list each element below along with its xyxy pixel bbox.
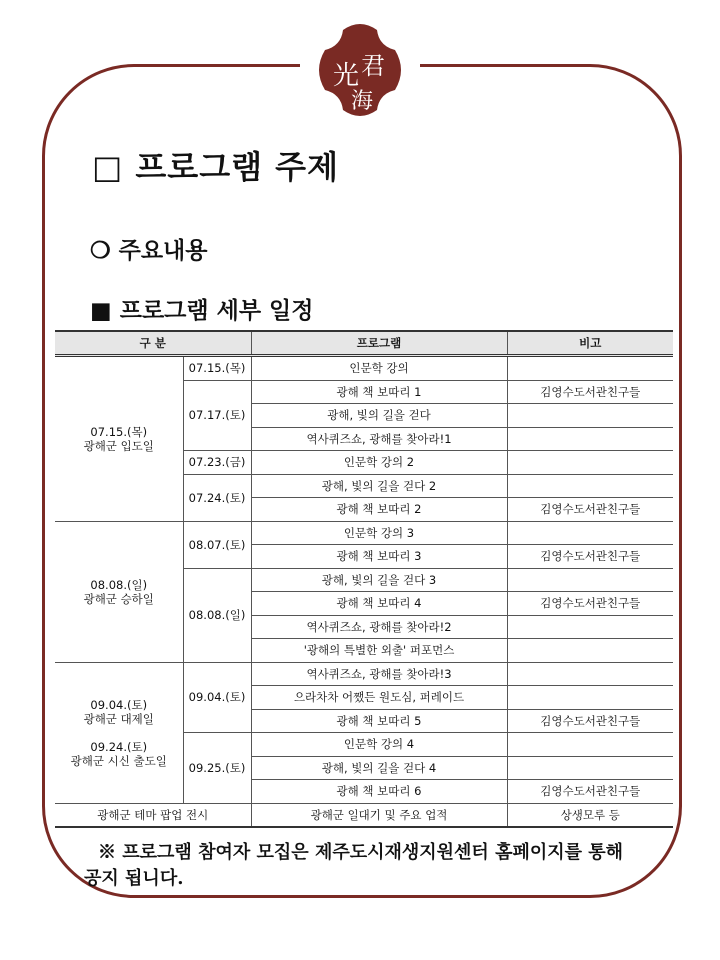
program-cell: 인문학 강의 2 — [251, 451, 507, 475]
note-cell — [507, 451, 673, 475]
section-main-content: ❍ 주요내용 — [90, 237, 208, 264]
logo-emblem — [311, 22, 409, 118]
date-cell: 07.23.(금) — [183, 451, 251, 475]
program-cell: 광해, 빛의 길을 걷다 2 — [251, 474, 507, 498]
note-cell: 김영수도서관친구들 — [507, 380, 673, 404]
footer-program: 광해군 일대기 및 주요 업적 — [251, 803, 507, 827]
program-cell: 광해, 빛의 길을 걷다 — [251, 404, 507, 428]
group-cell — [55, 356, 183, 522]
note-cell: 김영수도서관친구들 — [507, 592, 673, 616]
program-cell: 역사퀴즈쇼, 광해를 찾아라!2 — [251, 615, 507, 639]
table-header-row — [55, 331, 673, 356]
note-cell — [507, 733, 673, 757]
note-cell — [507, 686, 673, 710]
header-note: 비고 — [507, 331, 673, 356]
program-cell: 역사퀴즈쇼, 광해를 찾아라!3 — [251, 662, 507, 686]
date-cell: 07.15.(목) — [183, 356, 251, 381]
program-cell: 광해 책 보따리 5 — [251, 709, 507, 733]
date-cell: 09.25.(토) — [183, 733, 251, 804]
date-cell: 08.07.(토) — [183, 521, 251, 568]
note-cell — [507, 639, 673, 663]
date-cell: 09.04.(토) — [183, 662, 251, 733]
logo-char-1: 光 — [333, 61, 360, 91]
note-cell — [507, 427, 673, 451]
note-cell — [507, 356, 673, 381]
program-cell: 광해 책 보따리 1 — [251, 380, 507, 404]
program-cell: 광해 책 보따리 4 — [251, 592, 507, 616]
group-event: 광해군 대제일 — [83, 711, 154, 726]
group-date: 09.04.(토) — [90, 697, 148, 712]
note-cell: 김영수도서관친구들 — [507, 709, 673, 733]
group-event: 광해군 입도일 — [83, 438, 154, 453]
note-cell — [507, 662, 673, 686]
table-footer-row — [55, 803, 673, 827]
program-cell: 광해 책 보따리 3 — [251, 545, 507, 569]
page-title: □ 프로그램 주제 — [92, 148, 339, 186]
program-cell: 광해 책 보따리 6 — [251, 780, 507, 804]
logo-char-3: 君 — [361, 52, 385, 80]
note-cell — [507, 521, 673, 545]
note-cell — [507, 568, 673, 592]
group-cell — [55, 521, 183, 662]
note-cell — [507, 474, 673, 498]
note-cell: 김영수도서관친구들 — [507, 780, 673, 804]
date-cell: 08.08.(일) — [183, 568, 251, 662]
logo-char-2: 海 — [351, 89, 374, 114]
header-program: 프로그램 — [251, 331, 507, 356]
program-cell: 광해, 빛의 길을 걷다 4 — [251, 756, 507, 780]
schedule-table — [55, 330, 673, 828]
footer-note: 상생모루 등 — [507, 803, 673, 827]
logo — [300, 20, 420, 120]
section-schedule: ■ 프로그램 세부 일정 — [90, 297, 314, 324]
note-cell — [507, 404, 673, 428]
program-cell: 인문학 강의 4 — [251, 733, 507, 757]
group-date: 08.08.(일) — [90, 577, 148, 592]
notice-text: ※ 프로그램 참여자 모집은 제주도시재생지원센터 홈페이지를 통해 공지 됩니다. — [84, 842, 624, 889]
date-cell: 07.24.(토) — [183, 474, 251, 521]
header-category: 구 분 — [55, 331, 251, 356]
group-event: 광해군 시신 출도일 — [70, 753, 167, 768]
group-event: 광해군 승하일 — [83, 591, 154, 606]
date-cell: 07.17.(토) — [183, 380, 251, 451]
program-cell: 인문학 강의 — [251, 356, 507, 381]
program-cell: 인문학 강의 3 — [251, 521, 507, 545]
program-cell: 광해 책 보따리 2 — [251, 498, 507, 522]
footer-category: 광해군 테마 팝업 전시 — [55, 803, 251, 827]
group-date: 09.24.(토) — [90, 739, 148, 754]
note-cell: 김영수도서관친구들 — [507, 498, 673, 522]
table-row — [55, 662, 673, 686]
program-cell: 광해, 빛의 길을 걷다 3 — [251, 568, 507, 592]
note-cell — [507, 756, 673, 780]
note-cell — [507, 615, 673, 639]
table-row — [55, 356, 673, 381]
group-date: 07.15.(목) — [90, 424, 148, 439]
program-cell: 역사퀴즈쇼, 광해를 찾아라!1 — [251, 427, 507, 451]
program-cell: 으라차차 어쨌든 원도심, 퍼레이드 — [251, 686, 507, 710]
program-cell: '광해의 특별한 외출' 퍼포먼스 — [251, 639, 507, 663]
note-cell: 김영수도서관친구들 — [507, 545, 673, 569]
table-row — [55, 521, 673, 545]
group-cell — [55, 662, 183, 803]
